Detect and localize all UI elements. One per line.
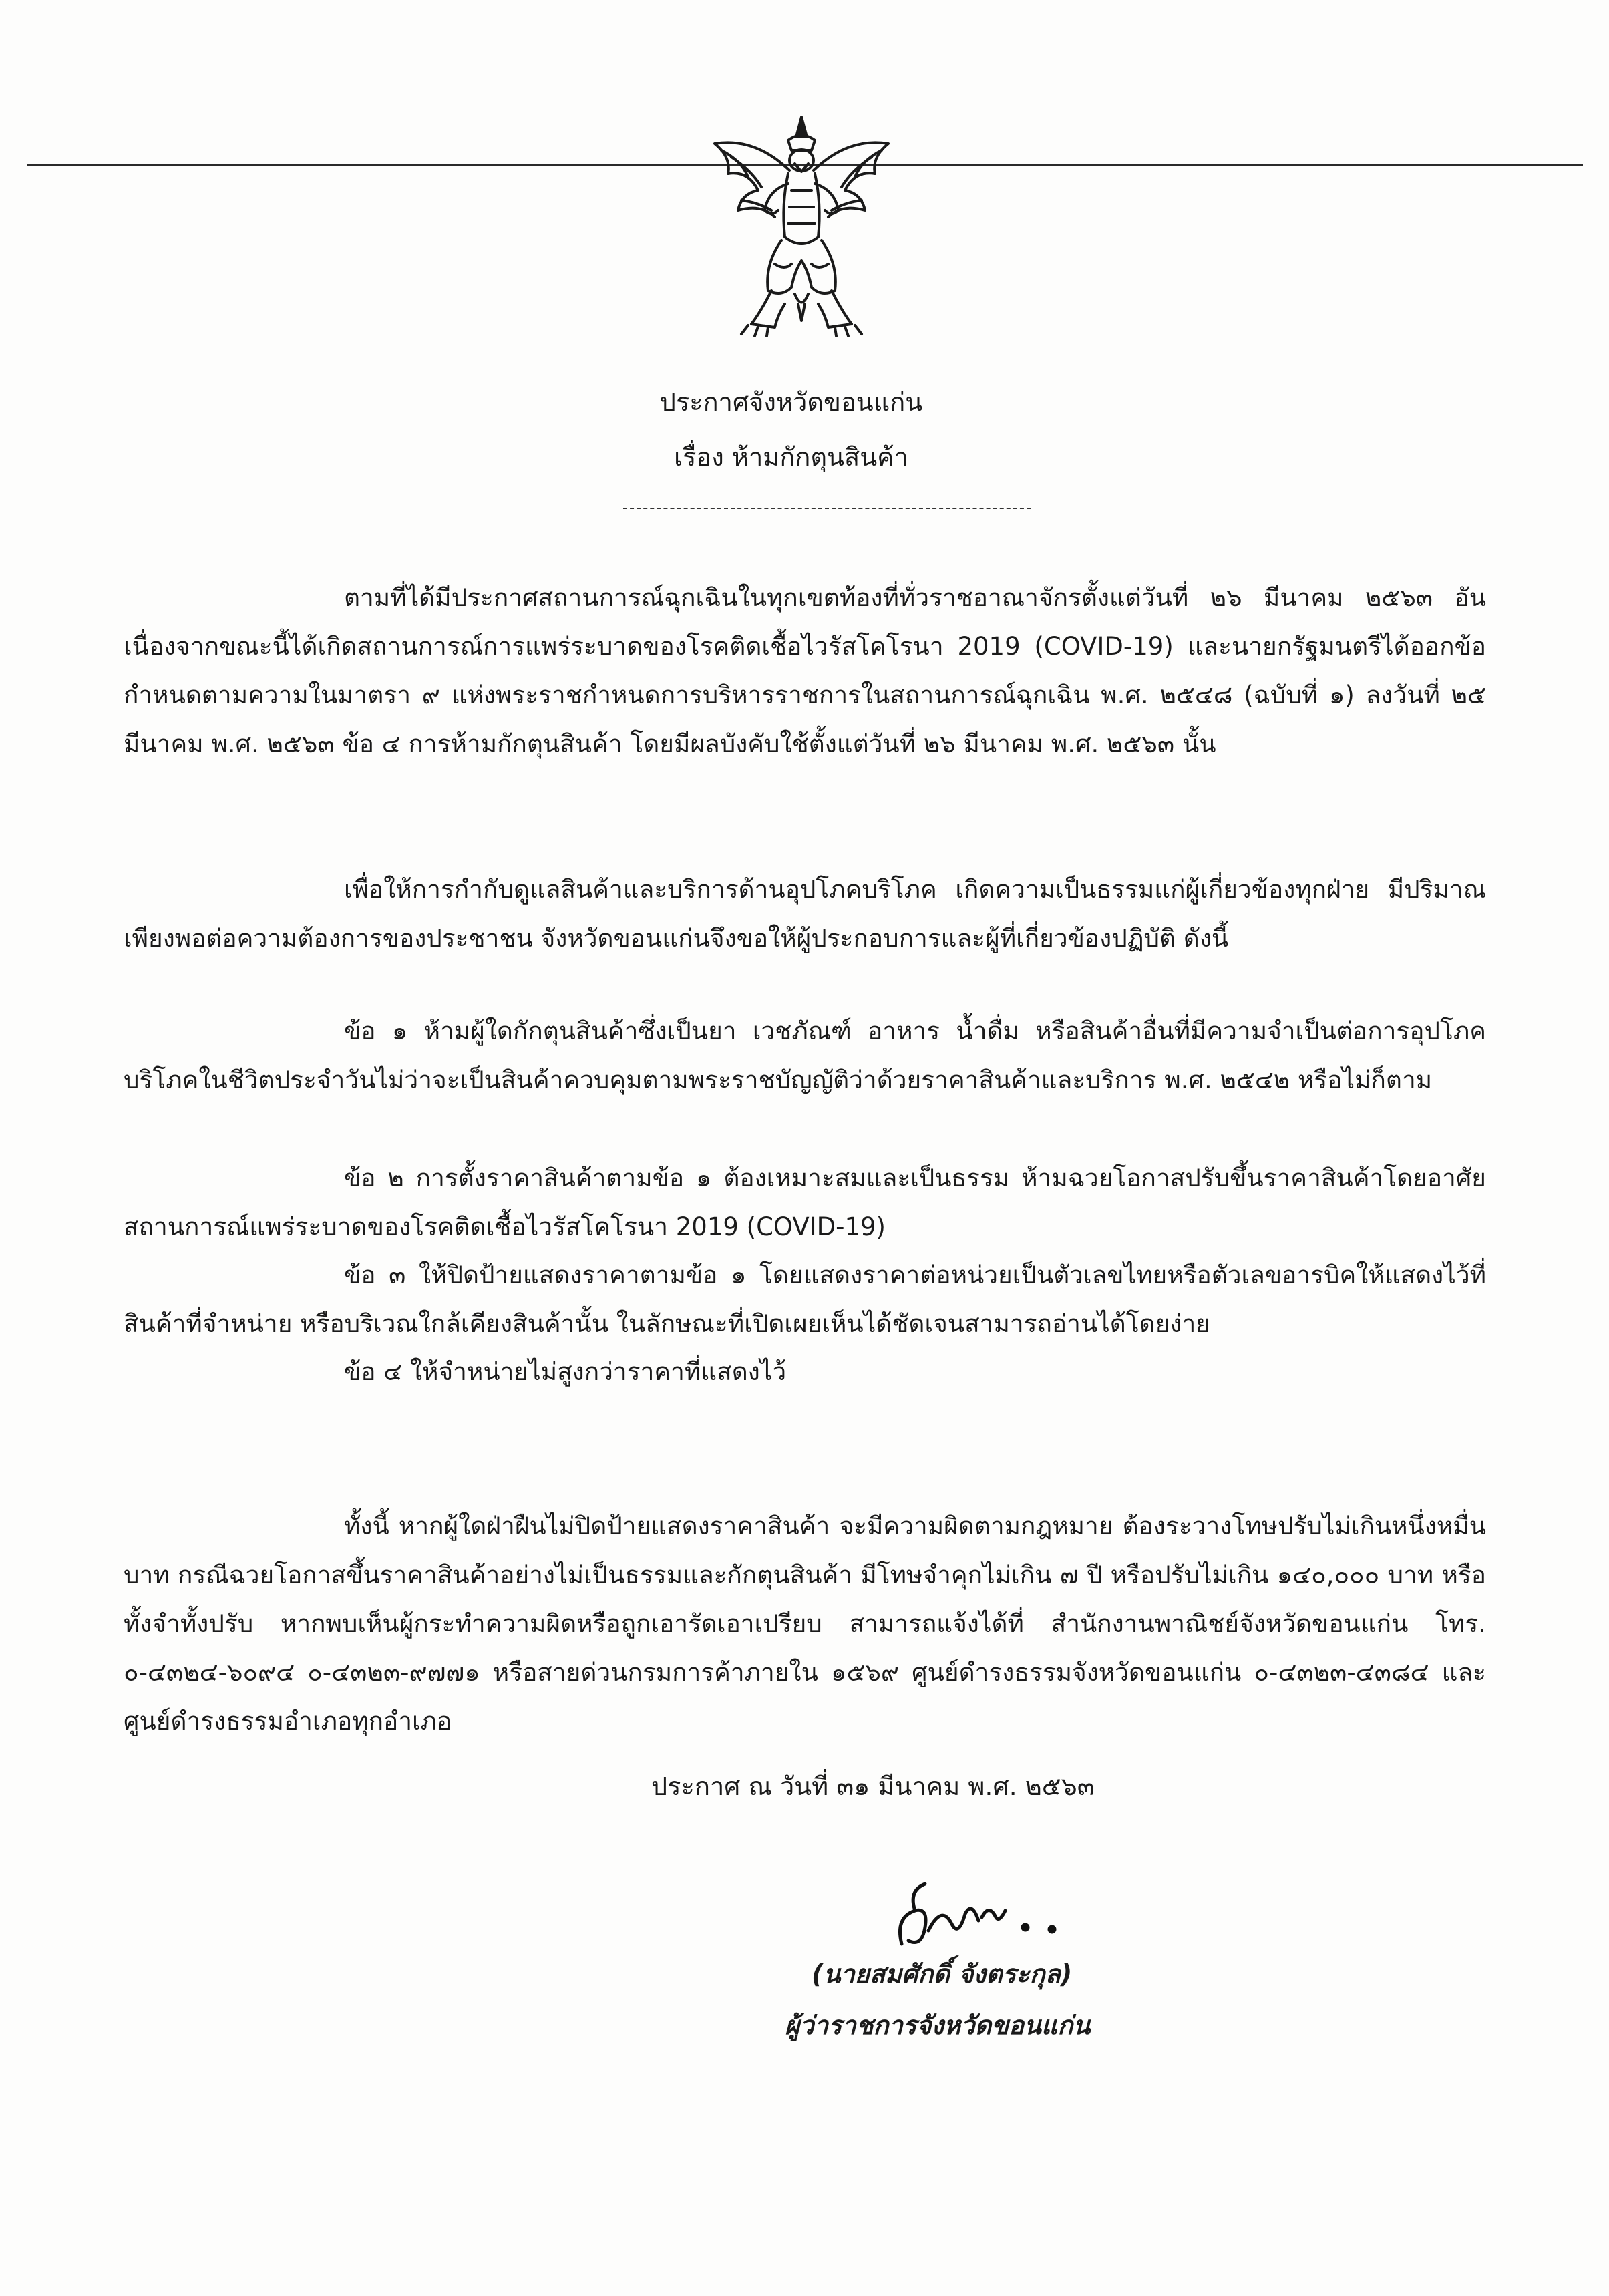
- clause-2: ข้อ ๒ การตั้งราคาสินค้าตามข้อ ๑ ต้องเหมาะสมและเป็นธรรม ห้ามฉวยโอกาสปรับขึ้นราคาสินค้าโดยอาศัยสถานการณ์แพร่ระบาดของโรคติดเชื้อไวรัสโคโรนา 2019 (COVID-19): [124, 1164, 1486, 1241]
- clause-4: ข้อ ๔ ให้จำหน่ายไม่สูงกว่าราคาที่แสดงไว้: [344, 1357, 787, 1386]
- paragraph-penalty: ทั้งนี้ หากผู้ใดฝ่าฝืนไม่ปิดป้ายแสดงราคาสินค้า จะมีความผิดตามกฎหมาย ต้องระวางโทษปรับไม่เกินหนึ่งหมื่นบาท กรณีฉวยโอกาสขึ้นราคาสินค้าอย่างไม่เป็นธรรมและกักตุนสินค้า มีโทษจำคุกไม่เกิน ๗ ปี หรือปรับไม่เกิน ๑๔๐,๐๐๐ บาท หรือทั้งจำทั้งปรับ หากพบเห็นผู้กระทำความผิดหรือถูกเอารัดเอาเปรียบ สามารถแจ้งได้ที่ สำนักงานพาณิชย์จังหวัดขอนแก่น โทร. ๐-๔๓๒๔-๖๐๙๔ ๐-๔๓๒๓-๙๗๗๑ หรือสายด่วนกรมการค้าภายใน ๑๕๖๙ ศูนย์ดำรงธรรมจังหวัดขอนแก่น ๐-๔๓๒๓-๔๓๘๔ และศูนย์ดำรงธรรมอำเภอทุกอำเภอ: [124, 1512, 1486, 1736]
- announcement-title: ประกาศจังหวัดขอนแก่น: [659, 387, 923, 417]
- clause-3: ข้อ ๓ ให้ปิดป้ายแสดงราคาตามข้อ ๑ โดยแสดงราคาต่อหน่วยเป็นตัวเลขไทยหรือตัวเลขอารบิคให้แสดงไว้ที่สินค้าที่จำหน่าย หรือบริเวณใกล้เคียงสินค้านั้น ในลักษณะที่เปิดเผยเห็นได้ชัดเจนสามารถอ่านได้โดยง่าย: [124, 1261, 1486, 1338]
- garuda-emblem-icon: [701, 110, 902, 341]
- signature-icon: [888, 1864, 1089, 1971]
- paragraph-preamble: ตามที่ได้มีประกาศสถานการณ์ฉุกเฉินในทุกเขตท้องที่ทั่วราชอาณาจักรตั้งแต่วันที่ ๒๖ มีนาคม ๒๕๖๓ อันเนื่องจากขณะนี้ได้เกิดสถานการณ์การแพร่ระบาดของโรคติดเชื้อไวรัสโคโรนา 2019 (COVID-19) และนายกรัฐมนตรีได้ออกข้อกำหนดตามความในมาตรา ๙ แห่งพระราชกำหนดการบริหารราชการในสถานการณ์ฉุกเฉิน พ.ศ. ๒๕๔๘ (ฉบับที่ ๑) ลงวันที่ ๒๕ มีนาคม พ.ศ. ๒๕๖๓ ข้อ ๔ การห้ามกักตุนสินค้า โดยมีผลบังคับใช้ตั้งแต่วันที่ ๒๖ มีนาคม พ.ศ. ๒๕๖๓ นั้น: [124, 583, 1486, 758]
- signer-title: ผู้ว่าราชการจังหวัดขอนแก่น: [785, 2011, 1091, 2040]
- clause-1: ข้อ ๑ ห้ามผู้ใดกักตุนสินค้าซึ่งเป็นยา เวชภัณฑ์ อาหาร น้ำดื่ม หรือสินค้าอื่นที่มีความจำเป็นต่อการอุปโภคบริโภคในชีวิตประจำวันไม่ว่าจะเป็นสินค้าควบคุมตามพระราชบัญญัติว่าด้วยราคาสินค้าและบริการ พ.ศ. ๒๕๔๒ หรือไม่ก็ตาม: [124, 1017, 1486, 1094]
- paragraph-purpose: เพื่อให้การกำกับดูแลสินค้าและบริการด้านอุปโภคบริโภค เกิดความเป็นธรรมแก่ผู้เกี่ยวข้องทุกฝ่าย มีปริมาณเพียงพอต่อความต้องการของประชาชน จังหวัดขอนแก่นจึงขอให้ผู้ประกอบการและผู้ที่เกี่ยวข้องปฏิบัติ ดังนี้: [124, 875, 1486, 953]
- announcement-date: ประกาศ ณ วันที่ ๓๑ มีนาคม พ.ศ. ๒๕๖๓: [651, 1772, 1095, 1801]
- signer-name: (นายสมศักดิ์ จังตระกุล): [812, 1959, 1073, 1989]
- announcement-subject: เรื่อง ห้ามกักตุนสินค้า: [674, 442, 908, 472]
- title-divider: [623, 508, 1031, 509]
